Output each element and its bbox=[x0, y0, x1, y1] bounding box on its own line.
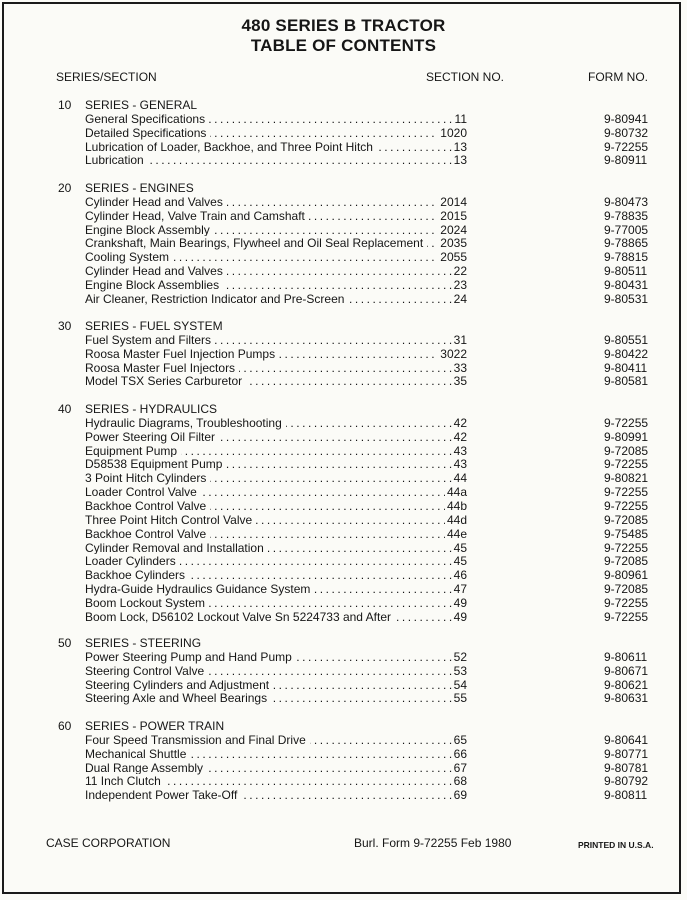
entry-section-number: 43 bbox=[453, 443, 467, 458]
entry-title: Model TSX Series Carburetor bbox=[85, 374, 246, 388]
toc-entry bbox=[0, 347, 687, 361]
entry-section-number: 65 bbox=[453, 732, 467, 747]
toc-entry bbox=[0, 236, 687, 250]
toc-entry bbox=[0, 223, 687, 237]
entry-section-number: 2015 bbox=[440, 208, 467, 223]
toc-entry bbox=[0, 264, 687, 278]
toc-entry bbox=[0, 568, 687, 582]
section-number: 40 bbox=[58, 402, 72, 416]
entry-section-number: 55 bbox=[453, 691, 467, 706]
entry-title: Steering Control Valve bbox=[85, 664, 208, 678]
toc-entry bbox=[0, 292, 687, 306]
toc-entry bbox=[0, 374, 687, 388]
toc-entry bbox=[0, 582, 687, 596]
entry-title: Loader Control Valve bbox=[85, 485, 201, 499]
entry-section-number: 2055 bbox=[440, 250, 467, 265]
toc-entry bbox=[0, 333, 687, 347]
entry-section-number: 23 bbox=[453, 277, 467, 292]
entry-form-number: 9-80621 bbox=[604, 677, 649, 692]
entry-title: Power Steering Oil Filter bbox=[85, 430, 219, 444]
entry-form-number: 9-80551 bbox=[604, 332, 649, 347]
entry-form-number: 9-80671 bbox=[604, 663, 649, 678]
toc-entry bbox=[0, 650, 687, 664]
entry-form-number: 9-72255 bbox=[604, 540, 649, 555]
entry-section-number: 35 bbox=[453, 374, 467, 389]
entry-form-number: 9-80792 bbox=[604, 774, 649, 789]
entry-form-number: 9-80473 bbox=[604, 194, 649, 209]
entry-form-number: 9-80531 bbox=[604, 291, 649, 306]
toc-entry bbox=[0, 761, 687, 775]
toc-entry bbox=[0, 747, 687, 761]
column-header-form: FORM NO. bbox=[588, 70, 648, 84]
entry-form-number: 9-80811 bbox=[604, 788, 648, 803]
entry-section-number: 67 bbox=[453, 760, 467, 775]
toc-entry bbox=[0, 554, 687, 568]
entry-section-number: 49 bbox=[453, 595, 467, 610]
entry-title: 3 Point Hitch Cylinders bbox=[85, 471, 210, 485]
entry-section-number: 13 bbox=[453, 153, 467, 168]
entry-form-number: 9-80781 bbox=[604, 760, 649, 775]
entry-title: Lubrication of Loader, Backhoe, and Three Point Hitch bbox=[85, 140, 377, 154]
entry-title: Cylinder Head and Valves bbox=[85, 195, 227, 209]
entry-section-number: 53 bbox=[453, 663, 467, 678]
entry-section-number: 44e bbox=[446, 526, 467, 541]
entry-form-number: 9-75485 bbox=[604, 526, 649, 541]
entry-title: Boom Lockout System bbox=[85, 596, 209, 610]
entry-form-number: 9-80771 bbox=[604, 746, 649, 761]
column-header-section: SECTION NO. bbox=[426, 70, 505, 84]
entry-title: Cylinder Head, Valve Train and Camshaft bbox=[85, 209, 309, 223]
entry-form-number: 9-72255 bbox=[604, 415, 649, 430]
entry-form-number: 9-72255 bbox=[604, 457, 649, 472]
entry-section-number: 45 bbox=[453, 554, 467, 569]
entry-title: Boom Lock, D56102 Lockout Valve Sn 5224733 and After bbox=[85, 610, 395, 624]
entry-section-number: 47 bbox=[453, 582, 467, 597]
entry-section-number: 42 bbox=[453, 429, 467, 444]
entry-form-number: 9-77005 bbox=[604, 222, 649, 237]
entry-title: Lubrication bbox=[85, 153, 148, 167]
entry-form-number: 9-72085 bbox=[604, 512, 649, 527]
entry-section-number: 44d bbox=[446, 512, 467, 527]
toc-entry bbox=[0, 596, 687, 610]
entry-section-number: 3022 bbox=[440, 346, 467, 361]
toc-entry bbox=[0, 444, 687, 458]
entry-section-number: 66 bbox=[453, 746, 467, 761]
entry-title: Cylinder Removal and Installation bbox=[85, 541, 268, 555]
entry-section-number: 44a bbox=[446, 485, 467, 500]
toc-entry bbox=[0, 527, 687, 541]
entry-title: Crankshaft, Main Bearings, Flywheel and Oil Seal Replacement bbox=[85, 236, 427, 250]
entry-section-number: 22 bbox=[453, 264, 467, 279]
entry-title: General Specifications bbox=[85, 112, 209, 126]
entry-form-number: 9-80411 bbox=[604, 360, 648, 375]
toc-entry bbox=[0, 678, 687, 692]
entry-section-number: 2014 bbox=[440, 194, 467, 209]
entry-title: Roosa Master Fuel Injectors bbox=[85, 361, 239, 375]
entry-section-number: 2024 bbox=[440, 222, 467, 237]
section-number: 60 bbox=[58, 719, 72, 733]
entry-section-number: 49 bbox=[453, 609, 467, 624]
toc-entry bbox=[0, 126, 687, 140]
document-subtitle: TABLE OF CONTENTS bbox=[250, 36, 437, 55]
entry-title: Hydra-Guide Hydraulics Guidance System bbox=[85, 582, 314, 596]
entry-form-number: 9-78835 bbox=[604, 208, 649, 223]
toc-entry bbox=[0, 541, 687, 555]
toc-entry bbox=[0, 485, 687, 499]
entry-form-number: 9-78865 bbox=[604, 236, 649, 251]
document-title: 480 SERIES B TRACTOR bbox=[241, 16, 446, 35]
toc-entry bbox=[0, 457, 687, 471]
entry-form-number: 9-72085 bbox=[604, 582, 649, 597]
toc-entry bbox=[0, 153, 687, 167]
entry-section-number: 1020 bbox=[440, 125, 467, 140]
entry-section-number: 33 bbox=[453, 360, 467, 375]
entry-form-number: 9-72255 bbox=[604, 609, 649, 624]
entry-form-number: 9-72085 bbox=[604, 554, 649, 569]
toc-entry bbox=[0, 140, 687, 154]
column-header-series: SERIES/SECTION bbox=[56, 70, 157, 84]
entry-form-number: 9-80991 bbox=[604, 429, 649, 444]
entry-title: Steering Cylinders and Adjustment bbox=[85, 678, 273, 692]
entry-section-number: 44b bbox=[446, 498, 467, 513]
entry-form-number: 9-72085 bbox=[604, 443, 649, 458]
entry-section-number: 13 bbox=[453, 139, 467, 154]
toc-entry bbox=[0, 112, 687, 126]
toc-entry bbox=[0, 691, 687, 705]
entry-title: Independent Power Take-Off bbox=[85, 788, 241, 802]
section-number: 10 bbox=[58, 98, 72, 112]
entry-form-number: 9-80961 bbox=[604, 568, 649, 583]
toc-entry bbox=[0, 774, 687, 788]
entry-form-number: 9-72255 bbox=[604, 139, 649, 154]
entry-form-number: 9-72255 bbox=[604, 498, 649, 513]
entry-title: Roosa Master Fuel Injection Pumps bbox=[85, 347, 279, 361]
entry-title: 11 Inch Clutch bbox=[85, 774, 165, 788]
entry-form-number: 9-80631 bbox=[604, 691, 649, 706]
footer-form-number: Burl. Form 9-72255 Feb 1980 bbox=[354, 836, 512, 850]
entry-form-number: 9-80431 bbox=[604, 277, 649, 292]
toc-entry bbox=[0, 471, 687, 485]
toc-entry bbox=[0, 788, 687, 802]
entry-section-number: 24 bbox=[453, 291, 467, 306]
footer-company: CASE CORPORATION bbox=[46, 836, 171, 850]
toc-entry bbox=[0, 209, 687, 223]
entry-section-number: 44 bbox=[453, 471, 467, 486]
entry-section-number: 43 bbox=[453, 457, 467, 472]
entry-form-number: 9-80611 bbox=[604, 649, 648, 664]
entry-title: D58538 Equipment Pump bbox=[85, 457, 226, 471]
section-title: SERIES - GENERAL bbox=[85, 98, 198, 112]
section-title: SERIES - POWER TRAIN bbox=[85, 719, 225, 733]
toc-entry bbox=[0, 278, 687, 292]
entry-form-number: 9-80911 bbox=[604, 153, 648, 168]
entry-form-number: 9-80511 bbox=[604, 264, 648, 279]
toc-entry bbox=[0, 250, 687, 264]
entry-title: Detailed Specifications bbox=[85, 126, 210, 140]
entry-section-number: 45 bbox=[453, 540, 467, 555]
entry-title: Hydraulic Diagrams, Troubleshooting bbox=[85, 416, 286, 430]
entry-title: Fuel System and Filters bbox=[85, 333, 215, 347]
entry-form-number: 9-72255 bbox=[604, 595, 649, 610]
toc-entry bbox=[0, 499, 687, 513]
entry-title: Air Cleaner, Restriction Indicator and Pre-Screen bbox=[85, 292, 348, 306]
toc-entry bbox=[0, 195, 687, 209]
entry-form-number: 9-72255 bbox=[604, 485, 649, 500]
entry-title: Cylinder Head and Valves bbox=[85, 264, 227, 278]
entry-title: Three Point Hitch Control Valve bbox=[85, 513, 256, 527]
toc-entry bbox=[0, 733, 687, 747]
footer-printed: PRINTED IN U.S.A. bbox=[578, 840, 654, 850]
entry-section-number: 69 bbox=[453, 788, 467, 803]
entry-form-number: 9-80641 bbox=[604, 732, 649, 747]
toc-entry bbox=[0, 430, 687, 444]
toc-entry bbox=[0, 416, 687, 430]
entry-section-number: 11 bbox=[454, 111, 467, 126]
entry-title: Mechanical Shuttle bbox=[85, 747, 190, 761]
entry-form-number: 9-80821 bbox=[604, 471, 649, 486]
entry-title: Equipment Pump bbox=[85, 444, 181, 458]
entry-title: Power Steering Pump and Hand Pump bbox=[85, 650, 296, 664]
entry-form-number: 9-80581 bbox=[604, 374, 649, 389]
entry-title: Cooling System bbox=[85, 250, 173, 264]
entry-section-number: 31 bbox=[453, 332, 467, 347]
entry-title: Backhoe Cylinders bbox=[85, 568, 189, 582]
toc-entry bbox=[0, 513, 687, 527]
section-number: 50 bbox=[58, 636, 72, 650]
entry-section-number: 68 bbox=[453, 774, 467, 789]
entry-section-number: 52 bbox=[453, 649, 467, 664]
entry-section-number: 2035 bbox=[440, 236, 467, 251]
section-number: 20 bbox=[58, 181, 72, 195]
toc-entry bbox=[0, 664, 687, 678]
entry-title: Dual Range Assembly bbox=[85, 761, 207, 775]
entry-form-number: 9-78815 bbox=[604, 250, 649, 265]
entry-title: Loader Cylinders bbox=[85, 554, 180, 568]
section-title: SERIES - ENGINES bbox=[85, 181, 194, 195]
toc-entry bbox=[0, 610, 687, 624]
section-title: SERIES - STEERING bbox=[85, 636, 202, 650]
entry-title: Engine Block Assemblies bbox=[85, 278, 223, 292]
entry-title: Engine Block Assembly bbox=[85, 223, 214, 237]
entry-title: Four Speed Transmission and Final Drive bbox=[85, 733, 310, 747]
entry-section-number: 54 bbox=[453, 677, 467, 692]
section-number: 30 bbox=[58, 319, 72, 333]
entry-title: Backhoe Control Valve bbox=[85, 499, 210, 513]
entry-form-number: 9-80732 bbox=[604, 125, 649, 140]
entry-title: Steering Axle and Wheel Bearings bbox=[85, 691, 271, 705]
toc-entry bbox=[0, 361, 687, 375]
section-title: SERIES - HYDRAULICS bbox=[85, 402, 218, 416]
entry-form-number: 9-80422 bbox=[604, 346, 649, 361]
entry-form-number: 9-80941 bbox=[604, 111, 649, 126]
entry-section-number: 42 bbox=[453, 415, 467, 430]
entry-section-number: 46 bbox=[453, 568, 467, 583]
entry-title: Backhoe Control Valve bbox=[85, 527, 210, 541]
section-title: SERIES - FUEL SYSTEM bbox=[85, 319, 223, 333]
